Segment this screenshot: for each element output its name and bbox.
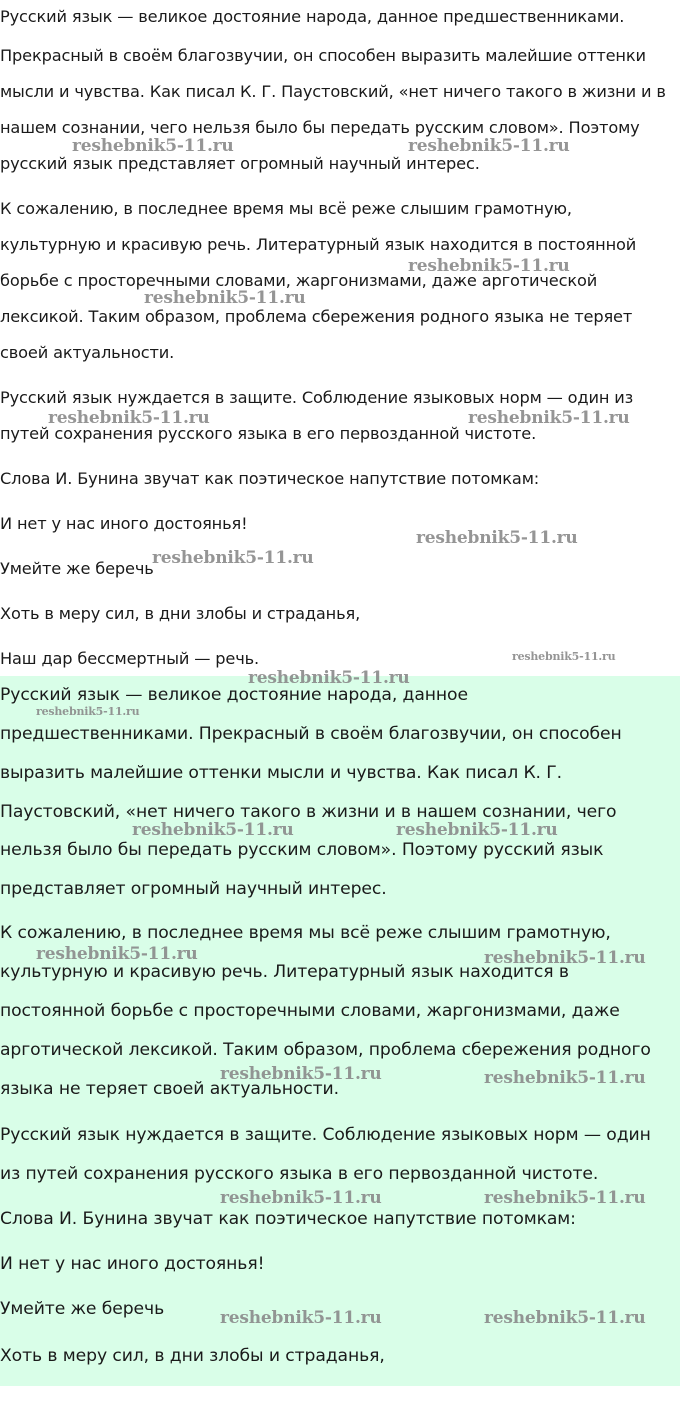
watermark-text: reshebnik5-11.ru <box>408 256 570 276</box>
watermark-text: reshebnik5-11.ru <box>36 705 140 718</box>
text-line: Умейте же беречь <box>0 1299 165 1319</box>
text-line: из путей сохранения русского языка в его первозданной чистоте. <box>0 1164 599 1184</box>
text-line: Слова И. Бунина звучат как поэтическое напутствие потомкам: <box>0 469 540 488</box>
text-line: арготической лексикой. Таким образом, проблема сбережения родного <box>0 1040 651 1060</box>
text-line: предшественниками. Прекрасный в своём благозвучии, он способен <box>0 724 622 744</box>
text-line: Прекрасный в своём благозвучии, он способен выразить малейшие оттенки <box>0 46 646 65</box>
watermark-text: reshebnik5-11.ru <box>484 1068 646 1088</box>
text-line: языка не теряет своей актуальности. <box>0 1079 339 1099</box>
text-line: нашем сознании, чего нельзя было бы передать русским словом». Поэтому <box>0 118 640 137</box>
text-line: нельзя было бы передать русским словом». Поэтому русский язык <box>0 840 604 860</box>
text-block-highlighted <box>0 676 680 1386</box>
text-line: русский язык представляет огромный научный интерес. <box>0 154 480 173</box>
text-line: Хоть в меру сил, в дни злобы и страданья, <box>0 604 361 623</box>
text-line: постоянной борьбе с просторечными словами, жаргонизмами, даже <box>0 1001 620 1021</box>
text-line: Русский язык нуждается в защите. Соблюдение языковых норм — один из <box>0 388 634 407</box>
watermark-text: reshebnik5-11.ru <box>512 650 616 663</box>
text-line: Русский язык — великое достояние народа, данное предшественниками. <box>0 7 625 26</box>
watermark-text: reshebnik5-11.ru <box>484 1188 646 1208</box>
text-line: К сожалению, в последнее время мы всё реже слышим грамотную, <box>0 923 611 943</box>
text-line: представляет огромный научный интерес. <box>0 879 387 899</box>
watermark-text: reshebnik5-11.ru <box>396 820 558 840</box>
text-line: Паустовский, «нет ничего такого в жизни и в нашем сознании, чего <box>0 802 617 822</box>
text-line: борьбе с просторечными словами, жаргонизмами, даже арготической <box>0 271 598 290</box>
text-line: Русский язык — великое достояние народа, данное <box>0 685 468 705</box>
text-line: Слова И. Бунина звучат как поэтическое напутствие потомкам: <box>0 1209 576 1229</box>
watermark-text: reshebnik5-11.ru <box>48 408 210 428</box>
watermark-text: reshebnik5-11.ru <box>468 408 630 428</box>
watermark-text: reshebnik5-11.ru <box>132 820 294 840</box>
watermark-text: reshebnik5-11.ru <box>408 136 570 156</box>
text-line: культурную и красивую речь. Литературный язык находится в <box>0 962 569 982</box>
watermark-text: reshebnik5-11.ru <box>248 668 410 688</box>
text-line: своей актуальности. <box>0 343 175 362</box>
text-line: Хоть в меру сил, в дни злобы и страданья, <box>0 1346 385 1366</box>
watermark-text: reshebnik5-11.ru <box>416 528 578 548</box>
watermark-text: reshebnik5-11.ru <box>484 948 646 968</box>
text-line: выразить малейшие оттенки мысли и чувства. Как писал К. Г. <box>0 763 563 783</box>
text-line: мысли и чувства. Как писал К. Г. Паустовский, «нет ничего такого в жизни и в <box>0 82 666 101</box>
watermark-text: reshebnik5-11.ru <box>144 288 306 308</box>
text-block-original <box>0 0 680 676</box>
text-line: И нет у нас иного достоянья! <box>0 1254 265 1274</box>
text-line: лексикой. Таким образом, проблема сбережения родного языка не теряет <box>0 307 633 326</box>
watermark-text: reshebnik5-11.ru <box>36 944 198 964</box>
watermark-text: reshebnik5-11.ru <box>72 136 234 156</box>
text-line: Наш дар бессмертный — речь. <box>0 649 259 668</box>
watermark-text: reshebnik5-11.ru <box>220 1308 382 1328</box>
text-line: Русский язык нуждается в защите. Соблюдение языковых норм — один <box>0 1125 651 1145</box>
watermark-text: reshebnik5-11.ru <box>220 1188 382 1208</box>
text-line: Умейте же беречь <box>0 559 154 578</box>
watermark-text: reshebnik5-11.ru <box>484 1308 646 1328</box>
text-line: путей сохранения русского языка в его первозданной чистоте. <box>0 424 537 443</box>
watermark-text: reshebnik5-11.ru <box>220 1064 382 1084</box>
text-line: культурную и красивую речь. Литературный язык находится в постоянной <box>0 235 637 254</box>
text-line: И нет у нас иного достоянья! <box>0 514 248 533</box>
text-line: К сожалению, в последнее время мы всё реже слышим грамотную, <box>0 199 572 218</box>
watermark-text: reshebnik5-11.ru <box>152 548 314 568</box>
